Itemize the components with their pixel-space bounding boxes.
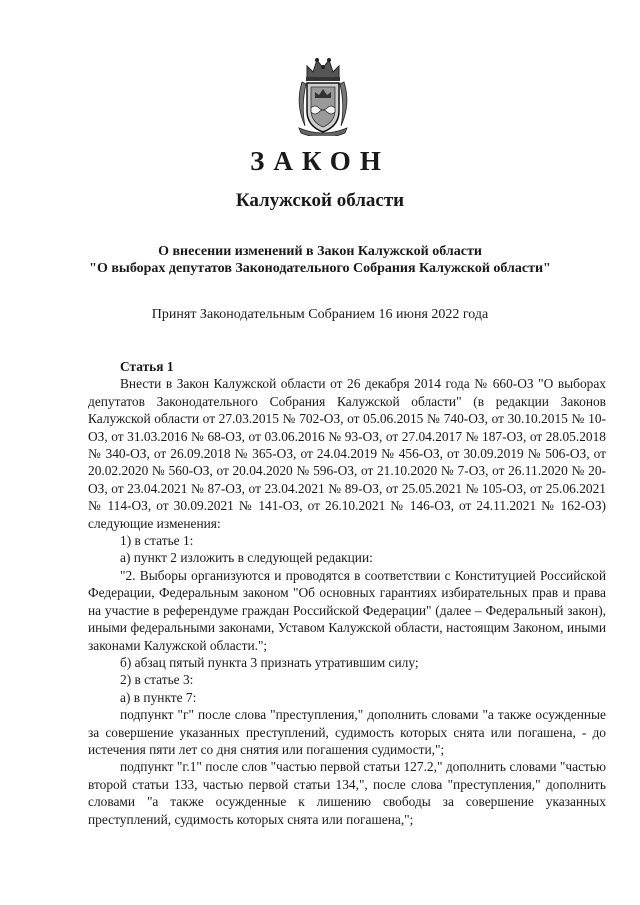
article-heading: Статья 1 — [120, 359, 174, 374]
paragraph: б) абзац пятый пункта 3 признать утратившим силу; — [120, 654, 419, 670]
paragraph: а) пункт 2 изложить в следующей редакции: — [120, 550, 373, 566]
coat-of-arms-icon — [293, 56, 353, 136]
subject-line-1: О внесении изменений в Закон Калужской области — [158, 244, 482, 259]
adoption-note: Принят Законодательным Собранием 16 июня 2022 года — [151, 307, 489, 322]
subject-line-2: "О выборах депутатов Законодательного Собрания Калужской области" — [89, 261, 551, 276]
law-subject — [0, 243, 640, 277]
paragraph: подпункт "г" после слова "преступления," дополнить словами "а также осужденные за совершение указанных преступлений, судимость которых снята или погашена, - до истечения пяти лет со дня снятия или погашения судимости,"; — [88, 707, 606, 757]
paragraph: 1) в статье 1: — [120, 533, 194, 549]
law-body — [88, 358, 606, 828]
paragraph: "2. Выборы организуются и проводятся в соответствии с Конституцией Российской Федерации, Федеральным законом "Об основных гарантиях избирательных прав и права на участие в референдуме граждан Российской Федерации" (далее – Федеральный закон), иными федеральными законами, Уставом Калужской области, настоящим Законом, иными законами Калужской области."; — [88, 567, 606, 653]
region-title: Калужской области — [235, 190, 405, 211]
paragraph: 2) в статье 3: — [120, 672, 194, 688]
law-title: ЗАКОН — [250, 146, 390, 176]
paragraph: а) в пункте 7: — [120, 689, 197, 705]
paragraph: Внести в Закон Калужской области от 26 декабря 2014 года № 660-ОЗ "О выборах депутатов Законодательного Собрания Калужской области" (в редакции Законов Калужской области от 27.03.2015 № 702-ОЗ, от 05.06.2015 № 740-ОЗ, от 30.10.2015 № 10-ОЗ, от 31.03.2016 № 68-ОЗ, от 03.06.2016 № 93-ОЗ, от 27.04.2017 № 187-ОЗ, от 28.05.2018 № 340-ОЗ, от 26.09.2018 № 365-ОЗ, от 24.04.2019 № 456-ОЗ, от 30.09.2019 № 506-ОЗ, от 20.02.2020 № 560-ОЗ, от 20.04.2020 № 596-ОЗ, от 21.10.2020 № 7-ОЗ, от 26.11.2020 № 20-ОЗ, от 23.04.2021 № 87-ОЗ, от 23.04.2021 № 89-ОЗ, от 25.05.2021 № 105-ОЗ, от 25.06.2021 № 114-ОЗ, от 30.09.2021 № 141-ОЗ, от 26.10.2021 № 146-ОЗ, от 24.11.2021 № 162-ОЗ) следующие изменения: — [88, 376, 606, 531]
paragraph: подпункт "г.1" после слов "частью первой статьи 127.2," дополнить словами "частью второй статьи 133, частью первой статьи 134,", после слова "преступления," дополнить словами "а также осужденные к лишению свободы за совершение указанных преступлений, судимость которых снята или погашена,"; — [88, 759, 606, 827]
